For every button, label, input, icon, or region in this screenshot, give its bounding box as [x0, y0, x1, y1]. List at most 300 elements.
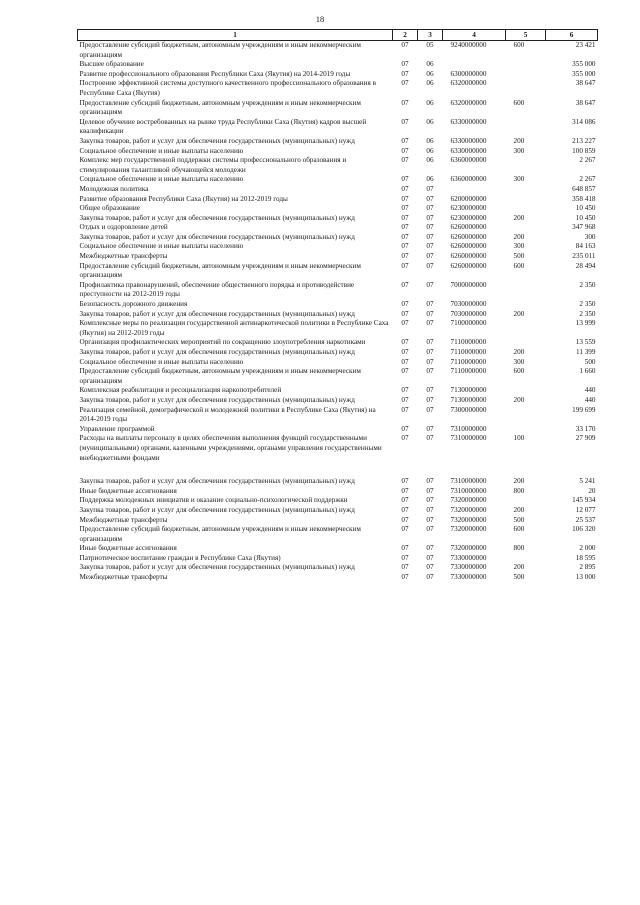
row-name-cell: Управление программой — [79, 424, 155, 433]
row-target-article-cell: 6320000000 — [450, 79, 487, 88]
row-amount-cell: 100 859 — [572, 146, 596, 155]
page-number: 18 — [315, 14, 325, 24]
row-name-cell: Социальное обеспечение и иные выплаты населению — [79, 175, 244, 184]
row-expense-type-cell — [506, 223, 546, 233]
row-name-cell: Комплексная реабилитация и ресоциализация наркопотребителей — [79, 386, 282, 395]
row-name-cell: Развитие образования Республики Саха (Якутия) на 2012-2019 годы — [79, 194, 288, 203]
row-name-cell: Организация профилактических мероприятий по сокращению злоупотребления наркотиками — [79, 338, 366, 347]
table-row — [78, 175, 598, 185]
row-target-article-cell: 6230000000 — [450, 213, 487, 222]
row-subsection-cell: 07 — [426, 184, 434, 193]
row-amount-cell: 10 450 — [575, 204, 596, 213]
table-row — [78, 338, 598, 348]
row-name-cell: Предоставление субсидий бюджетным, автономным учреждениям и иным некоммерческим организациям — [79, 367, 361, 385]
row-section-cell: 07 — [401, 146, 409, 155]
row-name-cell: Иные бюджетные ассигнования — [79, 544, 177, 553]
row-target-article-cell: 6360000000 — [450, 156, 487, 165]
table-row — [78, 41, 598, 61]
row-target-article-cell: 7130000000 — [450, 395, 487, 404]
row-subsection-cell: 07 — [426, 204, 434, 213]
row-expense-type-cell: 600 — [513, 261, 525, 270]
table-row — [78, 406, 598, 425]
row-expense-type-cell: 200 — [513, 136, 525, 145]
row-section-cell: 07 — [401, 194, 409, 203]
table-row — [78, 367, 598, 386]
row-name-cell: Предоставление субсидий бюджетным, автономным учреждениям и иным некоммерческим организациям — [79, 41, 361, 59]
row-expense-type-cell — [506, 386, 546, 396]
row-section-cell: 07 — [401, 573, 409, 582]
row-expense-type-cell — [506, 496, 546, 506]
row-section-cell: 07 — [401, 261, 409, 270]
row-section-cell: 07 — [401, 348, 409, 356]
row-target-article-cell: 7310000000 — [450, 434, 487, 443]
row-subsection-cell: 07 — [426, 232, 434, 241]
table-row — [78, 79, 598, 98]
row-name-cell: Закупка товаров, работ и услуг для обеспечения государственных (муниципальных) нужд — [79, 348, 355, 356]
row-expense-type-cell: 200 — [513, 477, 525, 486]
row-subsection-cell: 07 — [426, 261, 434, 270]
table-body — [78, 41, 598, 583]
row-section-cell: 07 — [401, 357, 409, 366]
table-row — [78, 262, 598, 281]
row-amount-cell: 300 — [584, 232, 596, 241]
row-target-article-cell: 7310000000 — [450, 424, 487, 433]
row-amount-cell: 10 450 — [575, 213, 596, 222]
row-name-cell: Отдых и оздоровление детей — [79, 223, 168, 232]
row-section-cell: 07 — [401, 98, 409, 107]
table-row — [78, 99, 598, 118]
row-expense-type-cell: 300 — [513, 242, 525, 251]
table-row — [78, 300, 598, 310]
row-expense-type-cell — [506, 185, 546, 195]
row-section-cell: 07 — [401, 213, 409, 222]
table-row — [78, 477, 598, 487]
row-expense-type-cell: 200 — [513, 505, 525, 514]
row-amount-cell: 2 350 — [579, 300, 596, 309]
row-section-cell: 07 — [401, 79, 409, 88]
row-expense-type-cell: 200 — [513, 348, 525, 356]
row-subsection-cell: 07 — [426, 338, 434, 347]
row-subsection-cell: 06 — [426, 156, 434, 165]
table-row — [78, 516, 598, 526]
row-target-article-cell: 7110000000 — [450, 338, 487, 347]
row-amount-cell: 23 421 — [575, 41, 596, 49]
row-name-cell: Закупка товаров, работ и услуг для обеспечения государственных (муниципальных) нужд — [79, 505, 355, 514]
row-section-cell: 07 — [401, 319, 409, 328]
table-row — [78, 195, 598, 205]
row-amount-cell: 2 000 — [579, 544, 596, 553]
row-expense-type-cell — [506, 281, 546, 300]
row-amount-cell: 199 699 — [572, 405, 596, 414]
row-subsection-cell: 07 — [426, 386, 434, 395]
row-section-cell: 07 — [401, 136, 409, 145]
table-row — [78, 425, 598, 435]
row-subsection-cell: 07 — [426, 553, 434, 562]
row-amount-cell: 358 418 — [572, 194, 596, 203]
row-expense-type-cell: 200 — [513, 309, 525, 318]
row-name-cell: Закупка товаров, работ и услуг для обеспечения государственных (муниципальных) нужд — [79, 395, 355, 404]
row-section-cell: 07 — [401, 424, 409, 433]
row-subsection-cell: 07 — [426, 405, 434, 414]
row-amount-cell: 355 000 — [572, 69, 596, 78]
table-row — [78, 487, 598, 497]
row-section-cell: 07 — [401, 242, 409, 251]
row-section-cell: 07 — [401, 544, 409, 553]
table-header-row — [78, 30, 598, 41]
row-name-cell: Безопасность дорожного движения — [79, 300, 188, 309]
row-name-cell: Социальное обеспечение и иные выплаты населению — [79, 242, 244, 251]
table-row — [78, 319, 598, 338]
row-amount-cell: 440 — [584, 395, 596, 404]
row-subsection-cell: 06 — [426, 146, 434, 155]
row-subsection-cell: 07 — [426, 434, 434, 443]
row-section-cell: 07 — [401, 69, 409, 78]
column-header: 5 — [506, 30, 546, 41]
row-section-cell: 07 — [401, 252, 409, 261]
row-target-article-cell: 6330000000 — [450, 117, 487, 126]
row-amount-cell: 314 086 — [572, 117, 596, 126]
row-name-cell: Молодежная политика — [79, 184, 149, 193]
row-section-cell: 07 — [401, 405, 409, 414]
row-subsection-cell: 07 — [426, 309, 434, 318]
row-expense-type-cell — [506, 156, 546, 175]
row-subsection-cell: 06 — [426, 117, 434, 126]
row-target-article-cell: 7000000000 — [450, 280, 487, 289]
table-row — [78, 70, 598, 80]
table-row — [78, 204, 598, 214]
row-amount-cell: 2 267 — [579, 175, 596, 184]
row-section-cell: 07 — [401, 563, 409, 572]
row-subsection-cell: 07 — [426, 357, 434, 366]
row-subsection-cell: 07 — [426, 515, 434, 524]
row-target-article-cell: 7310000000 — [450, 486, 487, 495]
row-name-cell: Профилактика правонарушений, обеспечение общественного порядка и противодействие преступности на 2012-2019 годы — [79, 280, 355, 299]
row-name-cell: Закупка товаров, работ и услуг для обеспечения государственных (муниципальных) нужд — [79, 477, 355, 486]
table-row — [78, 310, 598, 320]
row-name-cell: Высшее образование — [79, 60, 144, 69]
row-subsection-cell: 07 — [426, 525, 434, 534]
row-subsection-cell: 07 — [426, 242, 434, 251]
row-subsection-cell: 06 — [426, 136, 434, 145]
table-row — [78, 252, 598, 262]
row-section-cell: 07 — [401, 300, 409, 309]
row-subsection-cell: 06 — [426, 98, 434, 107]
row-amount-cell: 500 — [584, 357, 596, 366]
row-section-cell: 07 — [401, 515, 409, 524]
column-header: 2 — [393, 30, 418, 41]
row-subsection-cell: 07 — [426, 544, 434, 553]
row-name-cell: Комплексные меры по реализации государственной антинаркотической политики в Республике Саха (Якутия) на 2012-2019 годы — [79, 319, 389, 337]
table-row — [78, 396, 598, 406]
row-target-article-cell: 7320000000 — [450, 525, 487, 534]
row-expense-type-cell — [506, 319, 546, 338]
table-row — [78, 386, 598, 396]
row-target-article-cell: 7320000000 — [450, 505, 487, 514]
row-subsection-cell: 06 — [426, 175, 434, 184]
table-row — [78, 233, 598, 243]
row-expense-type-cell: 300 — [513, 357, 525, 366]
row-target-article-cell: 7110000000 — [450, 348, 487, 356]
row-section-cell: 07 — [401, 496, 409, 505]
row-expense-type-cell: 600 — [513, 525, 525, 534]
row-section-cell: 07 — [401, 309, 409, 318]
row-name-cell: Общее образование — [79, 204, 140, 213]
row-amount-cell: 145 934 — [572, 496, 596, 505]
row-section-cell: 07 — [401, 338, 409, 347]
row-expense-type-cell: 200 — [513, 395, 525, 404]
row-subsection-cell: 07 — [426, 252, 434, 261]
row-name-cell: Закупка товаров, работ и услуг для обеспечения государственных (муниципальных) нужд — [79, 136, 355, 145]
row-name-cell: Поддержка молодежных инициатив и оказание социально-психологической поддержки — [79, 496, 348, 505]
row-name-cell: Социальное обеспечение и иные выплаты населению — [79, 357, 244, 366]
row-amount-cell: 13 999 — [575, 319, 596, 328]
row-target-article-cell: 6360000000 — [450, 175, 487, 184]
table-row — [78, 506, 598, 516]
row-section-cell: 07 — [401, 477, 409, 486]
row-target-article-cell: 6260000000 — [450, 261, 487, 270]
row-amount-cell: 18 595 — [575, 553, 596, 562]
row-expense-type-cell: 200 — [513, 232, 525, 241]
row-target-article-cell: 6300000000 — [450, 69, 487, 78]
row-name-cell: Развитие профессионального образования Республики Саха (Якутия) на 2014-2019 годы — [79, 69, 351, 78]
row-target-article-cell: 6230000000 — [450, 204, 487, 213]
row-name-cell: Предоставление субсидий бюджетным, автономным учреждениям и иным некоммерческим организациям — [79, 525, 361, 543]
row-section-cell: 07 — [401, 434, 409, 443]
table-row — [78, 281, 598, 300]
table-row — [78, 554, 598, 564]
row-expense-type-cell — [506, 338, 546, 348]
row-name-cell: Реализация семейной, демографической и молодежной политики в Республике Саха (Якутия) на 2014-2019 годы — [79, 405, 376, 424]
row-subsection-cell: 07 — [426, 319, 434, 328]
row-section-cell: 07 — [401, 505, 409, 514]
row-expense-type-cell — [506, 204, 546, 214]
row-expense-type-cell — [506, 425, 546, 435]
row-name-cell: Расходы на выплаты персоналу в целях обеспечения выполнения функций государственными (муниципальными) органами, казенными учреждениями, органами управления государственными внебюджетными фондами — [79, 434, 382, 462]
row-subsection-cell: 07 — [426, 496, 434, 505]
row-name-cell: Межбюджетные трансферты — [79, 515, 168, 524]
row-target-article-cell — [443, 185, 506, 195]
row-expense-type-cell: 200 — [513, 563, 525, 572]
row-amount-cell: 33 170 — [575, 424, 596, 433]
table-row — [78, 544, 598, 554]
table-row — [78, 147, 598, 157]
row-amount-cell: 11 399 — [576, 348, 596, 356]
row-target-article-cell: 7320000000 — [450, 496, 487, 505]
table-row — [78, 118, 598, 137]
row-name-cell: Построение эффективной системы доступного качественного профессионального образования в Республике Саха (Якутия) — [79, 79, 376, 97]
column-header: 3 — [418, 30, 443, 41]
row-amount-cell: 13 559 — [575, 338, 596, 347]
row-section-cell: 07 — [401, 232, 409, 241]
table-row — [78, 242, 598, 252]
table-row — [78, 137, 598, 147]
row-subsection-cell: 06 — [426, 79, 434, 88]
row-name-cell: Предоставление субсидий бюджетным, автономным учреждениям и иным некоммерческим организациям — [79, 261, 361, 280]
row-subsection-cell: 05 — [426, 41, 434, 49]
row-name-cell: Социальное обеспечение и иные выплаты населению — [79, 146, 244, 155]
row-amount-cell: 1 660 — [579, 367, 596, 376]
row-name-cell: Предоставление субсидий бюджетным, автономным учреждениям и иным некоммерческим организациям — [79, 98, 361, 117]
row-target-article-cell: 7310000000 — [450, 477, 487, 486]
row-subsection-cell: 07 — [426, 223, 434, 232]
row-amount-cell: 12 077 — [575, 505, 596, 514]
row-expense-type-cell — [506, 195, 546, 205]
row-subsection-cell: 07 — [426, 424, 434, 433]
row-expense-type-cell: 500 — [513, 515, 525, 524]
row-subsection-cell: 07 — [426, 348, 434, 356]
row-subsection-cell: 07 — [426, 486, 434, 495]
column-header: 6 — [546, 30, 598, 41]
row-name-cell: Межбюджетные трансферты — [79, 573, 168, 582]
row-expense-type-cell — [506, 406, 546, 425]
row-target-article-cell: 7030000000 — [450, 309, 487, 318]
row-target-article-cell: 7320000000 — [450, 515, 487, 524]
row-expense-type-cell: 800 — [513, 486, 525, 495]
row-target-article-cell: 6260000000 — [450, 223, 487, 232]
row-amount-cell: 20 — [588, 486, 596, 495]
row-expense-type-cell — [506, 118, 546, 137]
row-expense-type-cell: 600 — [513, 367, 525, 376]
row-target-article-cell: 9240000000 — [450, 41, 487, 49]
row-section-cell: 07 — [401, 553, 409, 562]
row-subsection-cell: 06 — [426, 69, 434, 78]
row-target-article-cell: 7110000000 — [450, 367, 487, 376]
column-header: 4 — [443, 30, 506, 41]
table-row — [78, 434, 598, 477]
row-subsection-cell: 07 — [426, 280, 434, 289]
row-section-cell: 07 — [401, 223, 409, 232]
row-expense-type-cell: 600 — [513, 41, 525, 49]
row-amount-cell: 213 227 — [572, 136, 596, 145]
row-section-cell: 07 — [401, 486, 409, 495]
row-target-article-cell: 7030000000 — [450, 300, 487, 309]
row-target-article-cell: 6200000000 — [450, 194, 487, 203]
table-row — [78, 185, 598, 195]
row-expense-type-cell — [506, 79, 546, 98]
row-amount-cell: 347 968 — [572, 223, 596, 232]
row-name-cell: Патриотическое воспитание граждан в Республике Саха (Якутия) — [79, 553, 281, 562]
row-section-cell: 07 — [401, 204, 409, 213]
budget-table — [77, 29, 598, 583]
row-target-article-cell: 6260000000 — [450, 232, 487, 241]
row-section-cell: 07 — [401, 367, 409, 376]
table-row — [78, 358, 598, 368]
column-header: 1 — [78, 30, 393, 41]
row-amount-cell: 440 — [584, 386, 596, 395]
row-expense-type-cell — [506, 60, 546, 70]
row-amount-cell: 5 241 — [579, 477, 596, 486]
row-subsection-cell: 07 — [426, 395, 434, 404]
row-subsection-cell: 07 — [426, 505, 434, 514]
row-subsection-cell: 07 — [426, 367, 434, 376]
row-expense-type-cell — [506, 554, 546, 564]
row-name-cell: Закупка товаров, работ и услуг для обеспечения государственных (муниципальных) нужд — [79, 309, 355, 318]
row-target-article-cell: 7330000000 — [450, 573, 487, 582]
row-amount-cell: 235 011 — [572, 252, 596, 261]
row-subsection-cell: 07 — [426, 573, 434, 582]
row-expense-type-cell — [506, 300, 546, 310]
row-amount-cell: 355 000 — [572, 60, 596, 69]
row-target-article-cell: 6320000000 — [450, 98, 487, 107]
row-subsection-cell: 07 — [426, 477, 434, 486]
row-amount-cell: 38 647 — [575, 79, 596, 88]
row-expense-type-cell: 600 — [513, 98, 525, 107]
row-section-cell: 07 — [401, 525, 409, 534]
row-target-article-cell: 7330000000 — [450, 553, 487, 562]
row-name-cell: Комплекс мер государственной поддержки системы профессионального образования и стимулирования талантливой обучающейся молодежи — [79, 156, 347, 174]
row-target-article-cell: 6330000000 — [450, 146, 487, 155]
row-amount-cell: 84 163 — [575, 242, 596, 251]
row-amount-cell: 38 647 — [575, 98, 596, 107]
row-amount-cell: 2 267 — [579, 156, 596, 165]
row-name-cell: Межбюджетные трансферты — [79, 252, 168, 261]
row-target-article-cell: 7330000000 — [450, 563, 487, 572]
row-expense-type-cell: 100 — [513, 434, 525, 443]
row-section-cell: 07 — [401, 184, 409, 193]
row-target-article-cell: 7320000000 — [450, 544, 487, 553]
row-target-article-cell: 6330000000 — [450, 136, 487, 145]
row-expense-type-cell: 300 — [513, 175, 525, 184]
row-target-article-cell: 7300000000 — [450, 405, 487, 414]
row-name-cell: Закупка товаров, работ и услуг для обеспечения государственных (муниципальных) нужд — [79, 232, 355, 241]
row-section-cell: 07 — [401, 117, 409, 126]
row-subsection-cell: 07 — [426, 300, 434, 309]
row-subsection-cell: 07 — [426, 194, 434, 203]
row-subsection-cell: 06 — [426, 60, 434, 69]
row-name-cell: Целевое обучение востребованных на рынке труда Республики Саха (Якутия) кадров высшей квалификации — [79, 117, 367, 136]
row-amount-cell: 27 909 — [575, 434, 596, 443]
row-target-article-cell: 7100000000 — [450, 319, 487, 328]
table-row — [78, 525, 598, 544]
row-expense-type-cell — [506, 70, 546, 80]
row-expense-type-cell: 800 — [513, 544, 525, 553]
table-row — [78, 223, 598, 233]
row-name-cell: Закупка товаров, работ и услуг для обеспечения государственных (муниципальных) нужд — [79, 563, 355, 572]
table-row — [78, 348, 598, 358]
table-row — [78, 563, 598, 573]
row-amount-cell: 25 537 — [575, 515, 596, 524]
row-section-cell: 07 — [401, 395, 409, 404]
row-amount-cell: 28 494 — [575, 261, 596, 270]
row-section-cell: 07 — [401, 175, 409, 184]
row-subsection-cell: 07 — [426, 213, 434, 222]
row-amount-cell: 2 895 — [579, 563, 596, 572]
row-amount-cell: 106 320 — [572, 525, 596, 534]
row-amount-cell: 2 350 — [579, 309, 596, 318]
table-row — [78, 156, 598, 175]
row-target-article-cell: 6260000000 — [450, 242, 487, 251]
row-target-article-cell: 6260000000 — [450, 252, 487, 261]
row-expense-type-cell: 500 — [513, 252, 525, 261]
row-section-cell: 07 — [401, 280, 409, 289]
row-section-cell: 07 — [401, 156, 409, 165]
row-expense-type-cell: 200 — [513, 213, 525, 222]
row-section-cell: 07 — [401, 386, 409, 395]
table-row — [78, 573, 598, 583]
row-target-article-cell: 7130000000 — [450, 386, 487, 395]
table-row — [78, 496, 598, 506]
table-row — [78, 60, 598, 70]
row-expense-type-cell: 500 — [513, 573, 525, 582]
row-section-cell: 07 — [401, 41, 409, 49]
row-name-cell: Иные бюджетные ассигнования — [79, 486, 177, 495]
row-target-article-cell — [443, 60, 506, 70]
table-row — [78, 214, 598, 224]
row-subsection-cell: 07 — [426, 563, 434, 572]
row-expense-type-cell: 300 — [513, 146, 525, 155]
row-amount-cell: 2 350 — [579, 280, 596, 289]
row-section-cell: 07 — [401, 60, 409, 69]
